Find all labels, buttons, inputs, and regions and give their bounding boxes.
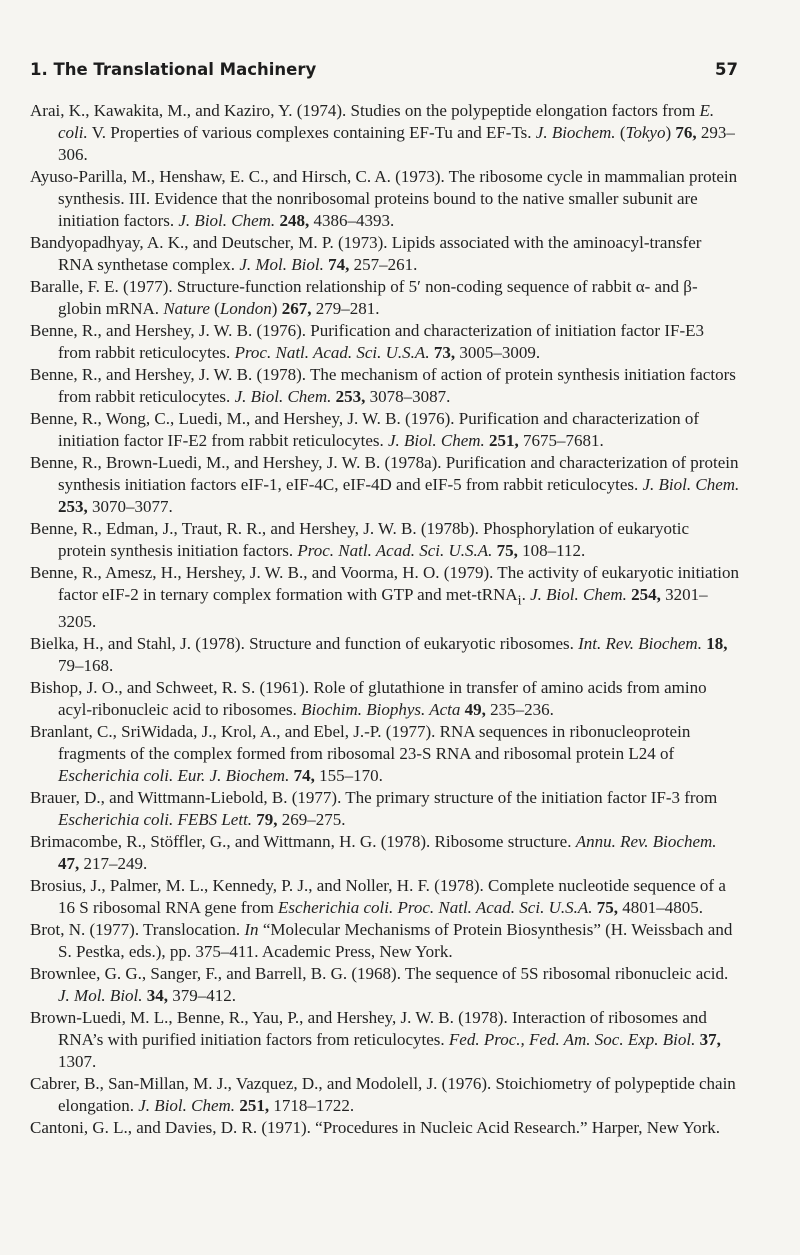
reference-entry [30,518,740,562]
reference-text: London [219,299,272,318]
reference-text: Cabrer, B., San-Millan, M. J., Vazquez, D., and Modolell, J. (1976). Stoichiometry of polypeptide chain elongation. [30,1074,736,1116]
reference-text: Benne, R., Edman, J., Traut, R. R., and Hershey, J. W. B. (1978b). Phosphorylation of eukaryotic protein synthesis initiation factors. [30,519,690,560]
reference-text: Benne, R., Brown-Luedi, M., and Hershey, J. W. B. (1978a). Purification and characterization of protein synthesis initiation factors eIF-1, eIF-4C, eIF-4D and eIF-5 from rabbit reticulocytes. [30,453,739,494]
reference-text: Bielka, H., and Stahl, J. (1978). Structure and function of eukaryotic ribosomes. [30,634,579,654]
reference-text: E. coli. [58,101,715,142]
reference-text: J. Biol. Chem. [138,1096,236,1116]
reference-text: 257–261. [349,255,418,274]
reference-text: 251, [239,1096,270,1116]
reference-entry [30,1073,740,1117]
reference-entry [30,721,740,787]
reference-text: 34, [146,986,169,1006]
reference-text: ) [271,299,282,318]
reference-entry [30,320,740,364]
reference-list [30,100,740,1139]
reference-text: Proc. Natl. Acad. Sci. U.S.A. [234,343,430,362]
reference-entry [30,232,740,276]
reference-text: 267, [281,299,312,318]
reference-entry [30,452,740,518]
reference-entry [30,787,740,831]
reference-text: J. Mol. Biol. [58,986,143,1006]
reference-text: 248, [279,211,310,230]
reference-entry [30,1117,740,1139]
reference-text: . [521,585,531,604]
reference-entry [30,633,740,677]
reference-text: 75, [596,898,618,918]
reference-text: 7675–7681. [518,431,604,450]
reference-entry [30,562,740,633]
reference-text: Proc. Natl. Acad. Sci. U.S.A. [297,541,493,560]
reference-text: 1718–1722. [269,1096,355,1116]
reference-text: Benne, R., Wong, C., Luedi, M., and Hershey, J. W. B. (1976). Purification and characterization of initiation factor IF-E2 from rabbit reticulocytes. [30,409,700,450]
reference-text: Fed. Proc., Fed. Am. Soc. Exp. Biol. [448,1030,696,1050]
reference-text: 269–275. [277,810,346,830]
reference-text: Brauer, D., and Wittmann-Liebold, B. (1977). The primary structure of the initiation factor IF-3 from [30,788,718,808]
reference-text: Brosius, J., Palmer, M. L., Kennedy, P. J., and Noller, H. F. (1978). Complete nucleotide sequence of a 16 S ribosomal RNA gene from [30,876,726,918]
reference-text: Tokyo [625,123,666,142]
reference-text: 75, [496,541,518,560]
reference-text: J. Biol. Chem. [234,387,332,406]
reference-text: Baralle, F. E. (1977). Structure-function relationship of 5′ non-coding sequence of rabbit α- and β-globin mRNA. [30,277,698,318]
reference-text: 379–412. [168,986,237,1006]
reference-entry [30,166,740,232]
reference-text: Benne, R., and Hershey, J. W. B. (1978). The mechanism of action of protein synthesis initiation factors from rabbit reticulocytes. [30,365,736,406]
reference-text: Arai, K., Kawakita, M., and Kaziro, Y. (1974). Studies on the polypeptide elongation factors from [30,101,700,120]
reference-text: J. Biol. Chem. [387,431,485,450]
reference-text: Int. Rev. Biochem. [578,634,702,654]
reference-text: 251, [489,431,519,450]
reference-text: Bandyopadhyay, A. K., and Deutscher, M. P. (1973). Lipids associated with the aminoacyl-transfer RNA synthetase complex. [30,233,702,274]
page-number: 57 [715,60,738,79]
reference-text: 253, [58,497,88,516]
reference-text: ) [665,123,676,142]
reference-text: 47, [58,854,80,874]
reference-text: Ayuso-Parilla, M., Henshaw, E. C., and Hirsch, C. A. (1973). The ribosome cycle in mammalian protein synthesis. III. Evidence that the nonribosomal proteins bound to the native smaller subunit are initiation factors. [30,167,738,230]
reference-text: Brot, N. (1977). Translocation. [30,920,245,940]
reference-text: 73, [433,343,456,362]
reference-entry [30,408,740,452]
reference-text: Nature [163,299,210,318]
reference-text: V. Properties of various complexes containing EF-Tu and EF-Ts. [87,123,536,142]
reference-text: 235–236. [485,700,554,720]
reference-text: J. Biochem. [535,123,616,142]
reference-entry [30,963,740,1007]
reference-text: J. Biol. Chem. [530,585,627,604]
reference-text: 49, [464,700,486,720]
reference-text: 3070–3077. [87,497,173,516]
reference-text: Escherichia coli. Eur. J. Biochem. [58,766,290,786]
reference-text: 108–112. [517,541,586,560]
reference-text: Cantoni, G. L., and Davies, D. R. (1971). “Procedures in Nucleic Acid Research.” Harper, New York. [30,1118,721,1138]
reference-text: 4386–4393. [309,211,395,230]
reference-text: 18, [706,634,728,654]
reference-text: Brown-Luedi, M. L., Benne, R., Yau, P., and Hershey, J. W. B. (1978). Interaction of ribosomes and RNA’s with purified initiation factors from reticulocytes. [30,1008,707,1050]
chapter-title: 1. The Translational Machinery [30,60,317,79]
running-header [30,60,738,79]
reference-text: 74, [293,766,315,786]
reference-text: Annu. Rev. Biochem. [575,832,717,852]
reference-entry [30,276,740,320]
reference-text: 253, [335,387,366,406]
reference-text: 76, [675,123,697,142]
reference-text: ( [209,299,220,318]
reference-text: 3201–3205. [58,585,708,632]
reference-text: “Molecular Mechanisms of Protein Biosynthesis” (H. Weissbach and S. Pestka, eds.), pp. 375–411. Academic Press, New York. [58,920,733,962]
reference-entry [30,364,740,408]
reference-text: Benne, R., Amesz, H., Hershey, J. W. B., and Voorma, H. O. (1979). The activity of eukaryotic initiation factor eIF-2 in ternary complex formation with GTP and met-tRNA [30,563,740,604]
reference-text: 79–168. [58,656,114,676]
reference-text: 279–281. [311,299,380,318]
reference-entry [30,677,740,721]
reference-text: 74, [328,255,350,274]
reference-text: Brownlee, G. G., Sanger, F., and Barrell, B. G. (1968). The sequence of 5S ribosomal ribonucleic acid. [30,964,729,984]
reference-text: i [517,592,522,609]
reference-text: J. Biol. Chem. [178,211,276,230]
reference-text: 217–249. [79,854,148,874]
reference-text: 79, [256,810,278,830]
reference-text: 1307. [58,1052,97,1072]
reference-text: J. Mol. Biol. [239,255,324,274]
reference-entry [30,919,740,963]
reference-entry [30,831,740,875]
reference-text: 293–306. [58,123,735,164]
reference-entry [30,1007,740,1073]
reference-text: 155–170. [314,766,383,786]
reference-text: Branlant, C., SriWidada, J., Krol, A., and Ebel, J.-P. (1977). RNA sequences in ribonucleoprotein fragments of the complex formed from ribosomal 23-S RNA and ribosomal protein L24 of [30,722,691,764]
reference-text: Escherichia coli. FEBS Lett. [58,810,253,830]
reference-text: J. Biol. Chem. [642,475,740,494]
reference-entry [30,875,740,919]
reference-text: Bishop, J. O., and Schweet, R. S. (1961). Role of glutathione in transfer of amino acids from amino acyl-ribonucleic acid to ribosomes. [30,678,707,720]
reference-text: Biochim. Biophys. Acta [301,700,461,720]
reference-text: Brimacombe, R., Stöffler, G., and Wittmann, H. G. (1978). Ribosome structure. [30,832,576,852]
reference-text: 3005–3009. [455,343,541,362]
reference-text: 254, [631,585,661,604]
reference-text: 3078–3087. [365,387,451,406]
reference-text: In [244,920,259,940]
reference-text: ( [615,123,626,142]
reference-text: 4801–4805. [618,898,703,918]
reference-text: 37, [699,1030,721,1050]
reference-text: Benne, R., and Hershey, J. W. B. (1976). Purification and characterization of initiation factor IF-E3 from rabbit reticulocytes. [30,321,704,362]
reference-text: Escherichia coli. Proc. Natl. Acad. Sci. U.S.A. [278,898,593,918]
reference-entry [30,100,740,166]
